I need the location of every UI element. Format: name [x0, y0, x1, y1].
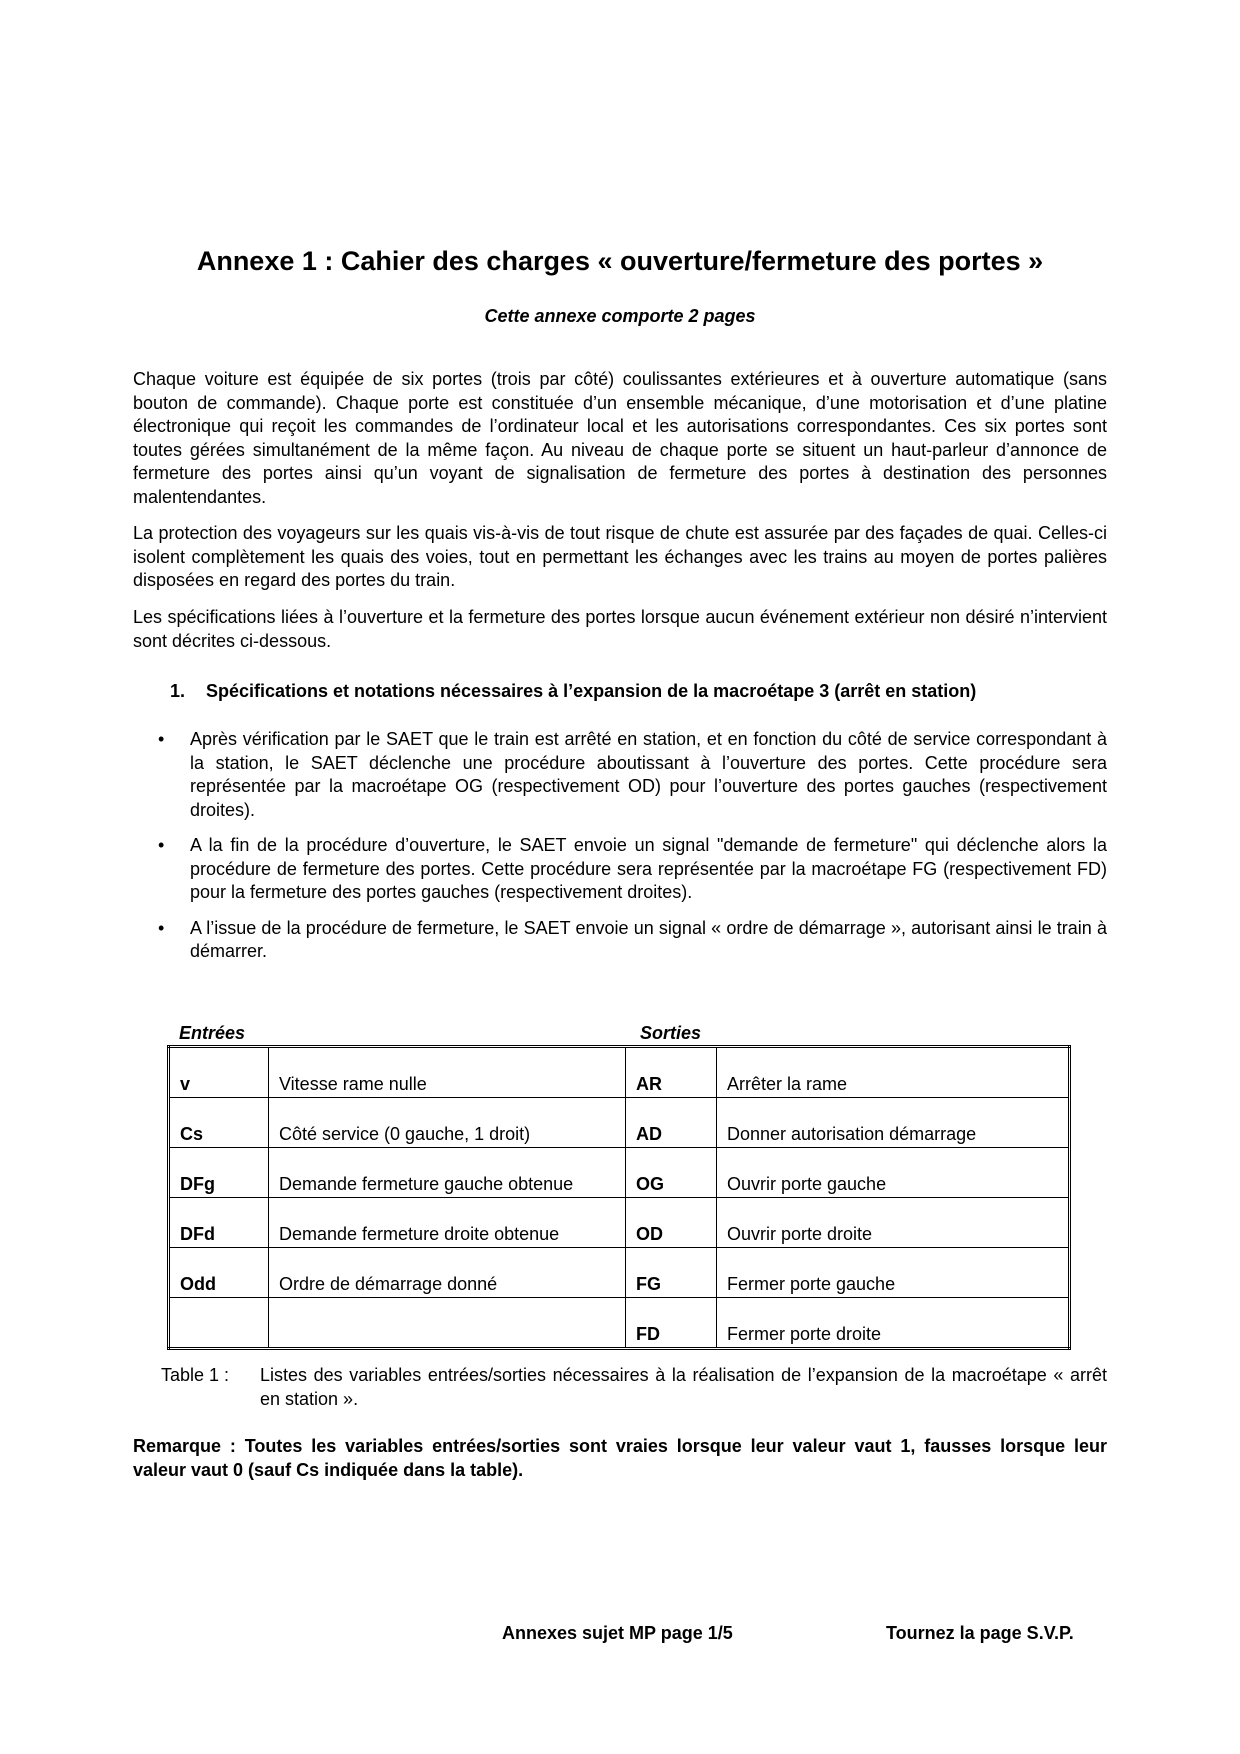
spec-bullet-list [133, 728, 1107, 976]
bullet-icon: • [158, 917, 165, 938]
page-title: Annexe 1 : Cahier des charges « ouverture/fermeture des portes » [196, 246, 1044, 276]
input-code: DFg [169, 1148, 269, 1198]
outputs-header: Sorties [640, 1023, 702, 1043]
input-label: Ordre de démarrage donné [269, 1248, 626, 1298]
page-subtitle: Cette annexe comporte 2 pages [484, 306, 756, 326]
section-title: Spécifications et notations nécessaires à l’expansion de la macroétape 3 (arrêt en station) [206, 681, 977, 701]
input-code [169, 1298, 269, 1349]
table-row [169, 1248, 1070, 1298]
list-item: • Après vérification par le SAET que le train est arrêté en station, et en fonction du côté de service correspondant à la station, le SAET déclenche une procédure aboutissant à l’ouverture des portes. Cette procédure sera représentée par la macroétape OG (respectivement OD) pour l’ouverture des portes gauches (respectivement droites). [158, 729, 1107, 820]
output-code: FG [626, 1248, 717, 1298]
output-label: Fermer porte gauche [717, 1248, 1070, 1298]
output-label: Fermer porte droite [717, 1298, 1070, 1349]
input-code: Cs [169, 1098, 269, 1148]
inputs-header: Entrées [179, 1023, 246, 1043]
output-label: Arrêter la rame [717, 1047, 1070, 1098]
paragraph-2: La protection des voyageurs sur les quais vis-à-vis de tout risque de chute est assurée par des façades de quai. Celles-ci isolent complètement les quais des voies, tout en permettant les échanges avec les trains au moyen de portes palières disposées en regard des portes du train. [133, 523, 1107, 590]
output-code: AR [626, 1047, 717, 1098]
list-item: • A l’issue de la procédure de fermeture, le SAET envoie un signal « ordre de démarrage », autorisant ainsi le train à démarrer. [158, 917, 1107, 961]
input-label: Demande fermeture droite obtenue [269, 1198, 626, 1248]
input-code: v [169, 1047, 269, 1098]
paragraph-3: Les spécifications liées à l’ouverture et la fermeture des portes lorsque aucun événement extérieur non désiré n’intervient sont décrites ci-dessous. [133, 607, 1107, 651]
list-item: • A la fin de la procédure d’ouverture, le SAET envoie un signal "demande de fermeture" qui déclenche alors la procédure de fermeture des portes. Cette procédure sera représentée par la macroétape FG (respectivement FD) pour la fermeture des portes gauches (respectivement droites). [158, 835, 1107, 902]
output-label: Ouvrir porte droite [717, 1198, 1070, 1248]
table-row [169, 1198, 1070, 1248]
input-label: Demande fermeture gauche obtenue [269, 1148, 626, 1198]
bullet-icon: • [158, 835, 165, 855]
input-label [269, 1298, 626, 1349]
input-label: Vitesse rame nulle [269, 1047, 626, 1098]
io-variables-table [167, 1045, 1071, 1350]
remark: Remarque : Toutes les variables entrées/sorties sont vraies lorsque leur valeur vaut 1, fausses lorsque leur valeur vaut 0 (sauf Cs indiquée dans la table). [133, 1436, 1107, 1480]
output-code: AD [626, 1098, 717, 1148]
output-label: Donner autorisation démarrage [717, 1098, 1070, 1148]
output-code: OD [626, 1198, 717, 1248]
bullet-icon: • [158, 729, 165, 749]
output-label: Ouvrir porte gauche [717, 1148, 1070, 1198]
table-row [169, 1098, 1070, 1148]
table-row [169, 1298, 1070, 1349]
output-code: FD [626, 1298, 717, 1349]
paragraph-1: Chaque voiture est équipée de six portes (trois par côté) coulissantes extérieures et à ouverture automatique (sans bouton de commande). Chaque porte est constituée d’un ensemble mécanique, d’une motorisation et d’une platine électronique qui reçoit les commandes de l’ordinateur local et les autorisations correspondantes. Ces six portes sont toutes gérées simultanément de la même façon. Au niveau de chaque porte se situent un haut-parleur d’annonce de fermeture des portes ainsi qu’un voyant de signalisation de fermeture des portes à destination des personnes malentendantes. [133, 369, 1107, 507]
caption-text: Listes des variables entrées/sorties nécessaires à la réalisation de l’expansion de la macroétape « arrêt en station ». [260, 1365, 1107, 1409]
table-row [169, 1047, 1070, 1098]
output-code: OG [626, 1148, 717, 1198]
input-code: Odd [169, 1248, 269, 1298]
input-label: Côté service (0 gauche, 1 droit) [269, 1098, 626, 1148]
input-code: DFd [169, 1198, 269, 1248]
footer-page-number: Annexes sujet MP page 1/5 [502, 1623, 733, 1643]
section-number: 1. [170, 681, 186, 701]
table-row [169, 1148, 1070, 1198]
caption-label: Table 1 : [161, 1365, 230, 1385]
footer-turn-page: Tournez la page S.V.P. [886, 1623, 1074, 1643]
section-heading [170, 681, 976, 702]
